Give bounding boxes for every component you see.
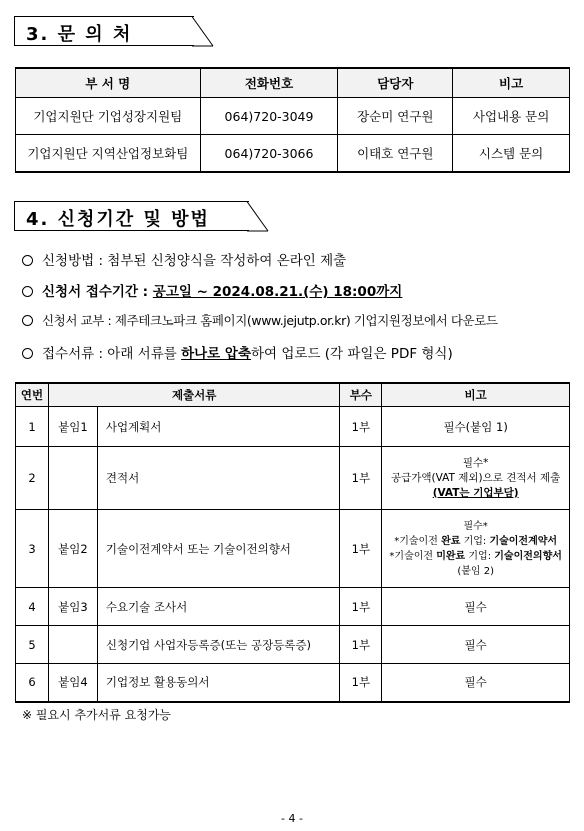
documents-table bbox=[15, 382, 570, 703]
remark-line bbox=[382, 534, 569, 549]
department: 기업지원단 지역산업정보화팀 bbox=[16, 135, 201, 173]
attachment-label: 붙임1 bbox=[48, 407, 97, 447]
section-4-title: 4. 신청기간 및 방법 bbox=[26, 209, 210, 230]
document-name: 기술이전계약서 또는 기술이전의향서 bbox=[97, 510, 340, 588]
bullet-text: 신청방법 : 첨부된 신청양식을 작성하여 온라인 제출 bbox=[42, 253, 347, 269]
header-remarks: 비고 bbox=[382, 383, 570, 407]
document-name: 견적서 bbox=[97, 447, 340, 510]
page-number: - 4 - bbox=[281, 812, 303, 825]
header-remarks: 비고 bbox=[453, 68, 570, 98]
header-phone: 전화번호 bbox=[200, 68, 338, 98]
circle-bullet-icon bbox=[22, 286, 33, 297]
remark-line: 필수* bbox=[462, 456, 489, 469]
attachment-label: 붙임3 bbox=[48, 588, 97, 626]
remarks: 필수 bbox=[382, 626, 570, 664]
bullet-text: 신청서 접수기간 : bbox=[42, 284, 153, 300]
row-number: 3 bbox=[16, 510, 49, 588]
copies: 1부 bbox=[340, 626, 382, 664]
table-row bbox=[16, 407, 570, 447]
remark-line bbox=[382, 549, 569, 564]
header-contact-person: 담당자 bbox=[338, 68, 453, 98]
remark-line-emphasis: (VAT는 기업부담) bbox=[432, 486, 519, 499]
bullet-text: 접수서류 : 아래 서류를 bbox=[42, 346, 182, 362]
phone: 064)720-3049 bbox=[200, 98, 338, 135]
header-copies: 부수 bbox=[340, 383, 382, 407]
document-name: 신청기업 사업자등록증(또는 공장등록증) bbox=[97, 626, 340, 664]
section-3-title: 3. 문 의 처 bbox=[26, 24, 133, 45]
department: 기업지원단 기업성장지원팀 bbox=[16, 98, 201, 135]
compress-emphasis: 하나로 압축 bbox=[181, 346, 251, 362]
copies: 1부 bbox=[340, 664, 382, 702]
remark-text: 기업: bbox=[465, 550, 495, 562]
document-name: 수요기술 조사서 bbox=[97, 588, 340, 626]
remarks: 시스템 문의 bbox=[453, 135, 570, 173]
remark-emphasis: 미완료 bbox=[436, 550, 466, 562]
bullet-text: 신청서 교부 : 제주테크노파크 홈페이지(www.jejutp.or.kr) 기업지원정보에서 다운로드 bbox=[42, 313, 498, 328]
remark-line: 필수* bbox=[463, 520, 488, 532]
application-period: 공고일 ~ 2024.08.21.(수) 18:00까지 bbox=[152, 284, 403, 300]
row-number: 2 bbox=[16, 447, 49, 510]
bullet-submission-documents bbox=[22, 342, 453, 362]
contact-table-header bbox=[16, 68, 570, 98]
document-name: 사업계획서 bbox=[97, 407, 340, 447]
circle-bullet-icon bbox=[22, 315, 33, 326]
remark-text: *기술이전 bbox=[389, 550, 437, 562]
bullet-application-period bbox=[22, 280, 402, 300]
copies: 1부 bbox=[340, 407, 382, 447]
table-row bbox=[16, 135, 570, 173]
remark-text: 기업: bbox=[460, 535, 490, 547]
row-number: 6 bbox=[16, 664, 49, 702]
contact-person: 이태호 연구원 bbox=[338, 135, 453, 173]
heading-diagonal-decoration bbox=[192, 16, 214, 47]
remarks bbox=[382, 447, 570, 510]
remarks: 필수(붙임 1) bbox=[382, 407, 570, 447]
copies: 1부 bbox=[340, 510, 382, 588]
attachment-label: 붙임4 bbox=[48, 664, 97, 702]
bullet-application-method bbox=[22, 249, 346, 269]
header-number: 연번 bbox=[16, 383, 49, 407]
remarks: 사업내용 문의 bbox=[453, 98, 570, 135]
attachment-label bbox=[48, 626, 97, 664]
attachment-label: 붙임2 bbox=[48, 510, 97, 588]
bullet-text-suffix: 하여 업로드 (각 파일은 PDF 형식) bbox=[251, 346, 453, 362]
heading-diagonal-decoration bbox=[247, 201, 269, 232]
contact-table bbox=[15, 67, 570, 173]
header-department: 부 서 명 bbox=[16, 68, 201, 98]
row-number: 1 bbox=[16, 407, 49, 447]
table-row bbox=[16, 447, 570, 510]
phone: 064)720-3066 bbox=[200, 135, 338, 173]
copies: 1부 bbox=[340, 447, 382, 510]
bullet-form-distribution bbox=[22, 311, 498, 329]
remarks: 필수 bbox=[382, 588, 570, 626]
header-documents: 제출서류 bbox=[48, 383, 339, 407]
attachment-label bbox=[48, 447, 97, 510]
remark-emphasis: 기술이전계약서 bbox=[489, 535, 558, 547]
copies: 1부 bbox=[340, 588, 382, 626]
remark-line: (붙임 2) bbox=[457, 565, 494, 577]
remark-text: *기술이전 bbox=[394, 535, 442, 547]
circle-bullet-icon bbox=[22, 255, 33, 266]
footnote: ※ 필요시 추가서류 요청가능 bbox=[22, 708, 172, 722]
table-row bbox=[16, 588, 570, 626]
document-name: 기업정보 활용동의서 bbox=[97, 664, 340, 702]
remark-emphasis: 기술이전의향서 bbox=[494, 550, 562, 562]
documents-table-header bbox=[16, 383, 570, 407]
remark-emphasis: 완료 bbox=[441, 535, 461, 547]
remarks bbox=[382, 510, 570, 588]
remark-line: 공급가액(VAT 제외)으로 견적서 제출 bbox=[390, 471, 561, 484]
table-row bbox=[16, 98, 570, 135]
table-row bbox=[16, 626, 570, 664]
circle-bullet-icon bbox=[22, 348, 33, 359]
remarks: 필수 bbox=[382, 664, 570, 702]
table-row bbox=[16, 510, 570, 588]
row-number: 4 bbox=[16, 588, 49, 626]
contact-person: 장순미 연구원 bbox=[338, 98, 453, 135]
row-number: 5 bbox=[16, 626, 49, 664]
table-row bbox=[16, 664, 570, 702]
